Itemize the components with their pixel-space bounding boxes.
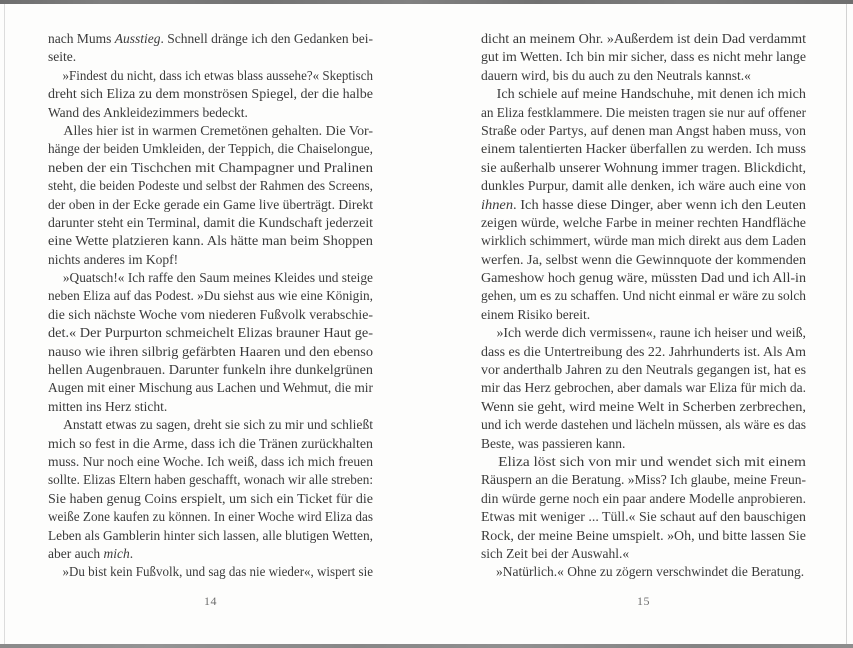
text-line — [48, 159, 373, 177]
scan-edge-line-left — [4, 4, 5, 644]
text-line-content: Wand des Ankleidezimmers bedeckt. — [48, 104, 248, 120]
text-line-content: Beste, was passieren kann. — [481, 435, 626, 451]
text-line-content: dicht an meinem Ohr. »Außerdem ist dein Dad verdammt — [481, 31, 806, 46]
text-line-content: det.« Der Purpurton schmeichelt Elizas brauner Haut ge- — [48, 325, 373, 341]
text-line — [48, 343, 373, 361]
text-line — [481, 545, 806, 563]
text-line — [481, 490, 806, 508]
text-line — [48, 453, 373, 471]
text-line-content: sie außerhalb unserer Wohnung immer tragen. Blickdicht, — [481, 159, 806, 175]
text-line — [48, 416, 373, 434]
text-line — [481, 177, 806, 195]
text-line-content: Räuspern an die Beratung. »Miss? Ich glaube, meine Freun- — [481, 472, 806, 488]
scan-edge-bottom — [0, 644, 853, 648]
text-line-content: zeigen würde, welche Farbe in meiner rechten Handfläche — [481, 214, 806, 230]
text-line — [481, 85, 806, 103]
text-line-content: ihnen. Ich hasse diese Dinger, aber wenn ich den Leuten — [481, 196, 806, 212]
text-line — [48, 232, 373, 250]
text-line-content: Sie haben genug Coins erspielt, um sich ein Ticket für die — [48, 490, 374, 506]
text-line-content: steht, die beiden Podeste und selbst der Rahmen des Screens, — [48, 178, 373, 194]
text-line-content: an Eliza festklammere. Die meisten tragen sie nur auf offener — [481, 104, 806, 120]
text-line-content: sollte. Elizas Eltern haben geschafft, wonach wir alle streben: — [48, 472, 373, 488]
text-line — [48, 30, 373, 48]
text-line-content: und ich werde dastehen und lächeln müssen, als wäre es das — [481, 417, 806, 433]
text-line-content: einem talentierten Hacker überfallen zu werden. Ich muss — [481, 141, 806, 157]
text-line — [48, 122, 373, 140]
text-line — [481, 140, 806, 158]
text-line-content: hänge der beiden Umkleiden, der Teppich, die Chaiselongue, — [48, 141, 373, 157]
text-line — [48, 527, 373, 545]
text-line — [48, 196, 373, 214]
text-line — [481, 232, 806, 250]
scan-edge-line-right — [846, 4, 847, 644]
text-line — [481, 214, 806, 232]
text-line-content: »Du bist kein Fußvolk, und sag das nie wieder«, wispert sie — [62, 564, 374, 580]
text-line — [481, 435, 806, 453]
text-line — [481, 343, 806, 361]
text-line-content: mir das Herz gebrochen, aber damals war Eliza für mich da. — [481, 380, 806, 396]
text-line — [481, 306, 806, 324]
text-line-content: Ich schiele auf meine Handschuhe, mit denen ich mich — [496, 86, 806, 102]
text-line-content: dunkles Purpur, damit alle denken, ich wäre auch eine von — [481, 178, 806, 194]
text-line-content: Straße oder Partys, auf denen man Angst haben muss, von — [481, 122, 806, 138]
text-line — [481, 527, 806, 545]
text-line-content: Eliza löst sich von mir und wendet sich mit einem — [498, 453, 806, 469]
text-line-content: mitten ins Herz sticht. — [48, 398, 168, 414]
text-line — [481, 416, 806, 434]
text-line — [481, 251, 806, 269]
text-line-content: Wenn sie geht, wird meine Welt in Scherben zerbrechen, — [481, 398, 806, 414]
text-line — [481, 48, 806, 66]
text-line-content: einem Risiko bereit. — [481, 306, 591, 322]
text-line — [48, 508, 373, 526]
text-line-content: wirklich schimmert, würde man mich direkt aus dem Laden — [481, 233, 806, 249]
text-line — [481, 159, 806, 177]
book-page-left — [48, 30, 373, 582]
text-line — [481, 287, 806, 305]
text-line-content: seite. — [48, 49, 77, 65]
text-line — [481, 269, 806, 287]
text-line — [48, 379, 373, 397]
text-line — [48, 251, 373, 269]
text-line — [481, 398, 806, 416]
text-line-content: werfen. Ja, selbst wenn die Gewinnquote der kommenden — [481, 251, 806, 267]
text-line — [48, 214, 373, 232]
text-line-content: mich so fest in die Arme, dass ich die Tränen zurückhalten — [48, 435, 373, 451]
text-line-content: weiße Zone kaufen zu können. In einer Woche wird Eliza das — [48, 509, 373, 525]
text-line-content: vor anderthalb Jahren zu den Neutrals gegangen ist, hat es — [481, 362, 806, 378]
text-line-content: nauso wie ihren silbrig gefärbten Haaren und den ebenso — [48, 343, 373, 359]
text-line — [48, 269, 373, 287]
text-line-content: darunter steht ein Terminal, damit die Kundschaft jederzeit — [48, 214, 373, 230]
text-line-content: »Findest du nicht, dass ich etwas blass aussehe?« Skeptisch — [62, 67, 373, 83]
text-line-content: Augen mit einer Mischung aus Lachen und Wehmut, die mir — [48, 380, 373, 396]
text-line — [481, 508, 806, 526]
page-number-right: 15 — [637, 594, 650, 608]
text-line — [48, 435, 373, 453]
text-line — [481, 471, 806, 489]
text-line — [48, 104, 373, 122]
text-line-content: Alles hier ist in warmen Cremetönen gehalten. Die Vor- — [63, 122, 373, 138]
text-line-content: Anstatt etwas zu sagen, dreht sie sich zu mir und schließt — [63, 417, 373, 433]
text-line — [481, 361, 806, 379]
text-line-content: gut im Wetten. Ich bin mir sicher, dass es nicht mehr lange — [481, 49, 806, 65]
text-line-content: nichts anderes im Kopf! — [48, 251, 179, 267]
text-line — [48, 177, 373, 195]
text-line-content: sich Zeit bei der Auswahl.« — [481, 545, 630, 561]
text-line — [48, 545, 373, 563]
text-line-content: dreht sich Eliza zu dem monströsen Spiegel, der die halbe — [48, 86, 373, 102]
text-line — [481, 122, 806, 140]
text-line-content: »Ich werde dich vermissen«, raune ich heiser und weiß, — [496, 325, 806, 341]
page-number-left: 14 — [204, 594, 217, 608]
text-line-content: der oben in der Ecke gerade ein Game live überträgt. Direkt — [48, 196, 373, 212]
text-line — [481, 30, 806, 48]
scan-edge-top — [0, 0, 853, 4]
text-line — [481, 104, 806, 122]
text-line-content: dauern wird, bis du auch zu den Neutrals kannst.« — [481, 67, 751, 83]
text-line-content: »Natürlich.« Ohne zu zögern verschwindet die Beratung. — [496, 564, 805, 580]
text-line — [48, 140, 373, 158]
text-line-content: neben der ein Tischchen mit Champagner und Pralinen — [48, 159, 373, 175]
text-line — [48, 48, 373, 66]
text-line — [48, 85, 373, 103]
text-line — [481, 324, 806, 342]
text-line-content: din würde gerne noch ein paar andere Modelle anprobieren. — [481, 490, 806, 506]
text-line — [481, 453, 806, 471]
text-line-content: muss. Nur noch eine Woche. Ich weiß, dass ich mich freuen — [48, 453, 373, 469]
text-line-content: dass es die Untertreibung des 22. Jahrhunderts ist. Als Am — [481, 343, 806, 359]
text-line — [48, 490, 373, 508]
text-line — [48, 306, 373, 324]
text-line — [481, 379, 806, 397]
text-line — [48, 471, 373, 489]
text-line — [48, 67, 373, 85]
text-line-content: Leben als Gamblerin hinter sich lassen, alle blutigen Wetten, — [48, 527, 373, 543]
text-line — [48, 361, 373, 379]
text-line — [48, 324, 373, 342]
text-line-content: »Quatsch!« Ich raffe den Saum meines Kleides und steige — [62, 270, 374, 286]
text-line-content: eine Wette platzieren kann. Als hätte man beim Shoppen — [48, 233, 373, 249]
text-line-content: hellen Augenbrauen. Darunter funkeln ihre dunkelgrünen — [48, 362, 373, 378]
text-line-content: die sich nächste Woche vom niederen Fußvolk verabschie- — [48, 306, 373, 322]
text-line-content: aber auch mich. — [48, 545, 134, 561]
text-line-content: neben Eliza auf das Podest. »Du siehst aus wie eine Königin, — [48, 288, 373, 304]
book-page-right — [481, 30, 806, 582]
text-line — [48, 563, 373, 581]
text-line-content: gehen, um es zu schaffen. Und nicht einmal er wäre zu solch — [481, 288, 806, 304]
text-line-content: nach Mums Ausstieg. Schnell dränge ich den Gedanken bei- — [48, 31, 373, 46]
text-line-content: Gameshow hoch genug wäre, müssten Dad und ich All-in — [481, 270, 806, 286]
text-line — [481, 196, 806, 214]
text-line — [48, 398, 373, 416]
text-line-content: Rock, der meine Beine umspielt. »Oh, und bitte lassen Sie — [481, 527, 806, 543]
text-line — [481, 563, 806, 581]
text-line — [481, 67, 806, 85]
text-line-content: Etwas mit weniger ... Tüll.« Sie schaut auf den bauschigen — [481, 509, 806, 525]
text-line — [48, 287, 373, 305]
